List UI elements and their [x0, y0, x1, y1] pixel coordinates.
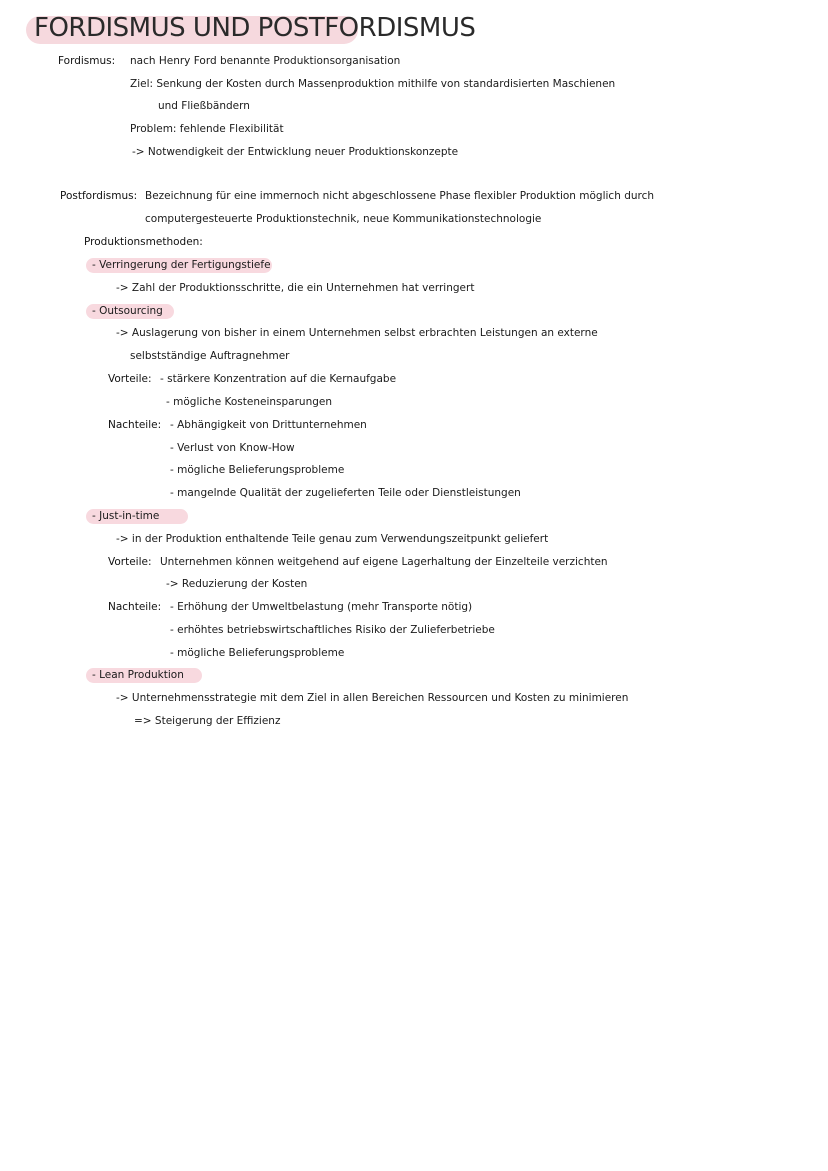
jit-nachteile-label: Nachteile:: [108, 601, 162, 613]
fertigungstiefe-heading: - Verringerung der Fertigungstiefe: [92, 259, 271, 271]
fordismus-problem: Problem: fehlende Flexibilität: [130, 123, 284, 135]
jit-vorteil-folge: -> Reduzierung der Kosten: [166, 578, 308, 590]
outsourcing-nachteil-item: - mögliche Belieferungsprobleme: [170, 464, 345, 476]
fordismus-folge: -> Notwendigkeit der Entwicklung neuer Produktionskonzepte: [132, 146, 459, 158]
jit-nachteil-item: - Erhöhung der Umweltbelastung (mehr Transporte nötig): [170, 601, 473, 613]
outsourcing-heading: - Outsourcing: [92, 305, 163, 317]
produktionsmethoden-label: Produktionsmethoden:: [84, 236, 203, 248]
outsourcing-desc-line1: -> Auslagerung von bisher in einem Unternehmen selbst erbrachten Leistungen an externe: [116, 327, 598, 339]
fertigungstiefe-desc: -> Zahl der Produktionsschritte, die ein Unternehmen hat verringert: [116, 282, 475, 294]
outsourcing-vorteile-label: Vorteile:: [108, 373, 152, 385]
fordismus-ziel-line1: Ziel: Senkung der Kosten durch Massenproduktion mithilfe von standardisierten Maschienen: [130, 78, 616, 90]
jit-heading: - Just-in-time: [92, 510, 160, 522]
page-title: [26, 10, 476, 43]
jit-desc: -> in der Produktion enthaltende Teile genau zum Verwendungszeitpunkt geliefert: [116, 533, 549, 545]
outsourcing-vorteil-item: - stärkere Konzentration auf die Kernaufgabe: [160, 373, 397, 385]
postfordismus-def-line2: computergesteuerte Produktionstechnik, neue Kommunikationstechnologie: [145, 213, 542, 225]
title-text: FORDISMUS UND POSTFORDISMUS: [34, 13, 476, 43]
outsourcing-nachteil-item: - Abhängigkeit von Drittunternehmen: [170, 419, 367, 431]
jit-nachteil-item: - erhöhtes betriebswirtschaftliches Risiko der Zulieferbetriebe: [170, 624, 495, 636]
lean-desc: -> Unternehmensstrategie mit dem Ziel in allen Bereichen Ressourcen und Kosten zu minimieren: [116, 692, 629, 704]
outsourcing-nachteile-label: Nachteile:: [108, 419, 162, 431]
lean-heading: - Lean Produktion: [92, 669, 184, 681]
fordismus-label: Fordismus:: [58, 55, 116, 67]
outsourcing-nachteil-item: - Verlust von Know-How: [170, 442, 295, 454]
lean-folge: => Steigerung der Effizienz: [134, 715, 281, 727]
jit-vorteile-label: Vorteile:: [108, 556, 152, 568]
postfordismus-label: Postfordismus:: [60, 190, 138, 202]
fordismus-intro: nach Henry Ford benannte Produktionsorganisation: [130, 55, 401, 67]
outsourcing-nachteil-item: - mangelnde Qualität der zugelieferten Teile oder Dienstleistungen: [170, 487, 521, 499]
outsourcing-desc-line2: selbstständige Auftragnehmer: [130, 350, 290, 362]
fordismus-ziel-line2: und Fließbändern: [158, 100, 250, 112]
postfordismus-def-line1: Bezeichnung für eine immernoch nicht abgeschlossene Phase flexibler Produktion möglich durch: [145, 190, 655, 202]
jit-vorteil: Unternehmen können weitgehend auf eigene Lagerhaltung der Einzelteile verzichten: [160, 556, 608, 568]
jit-nachteil-item: - mögliche Belieferungsprobleme: [170, 647, 345, 659]
outsourcing-vorteil-item: - mögliche Kosteneinsparungen: [166, 396, 333, 408]
